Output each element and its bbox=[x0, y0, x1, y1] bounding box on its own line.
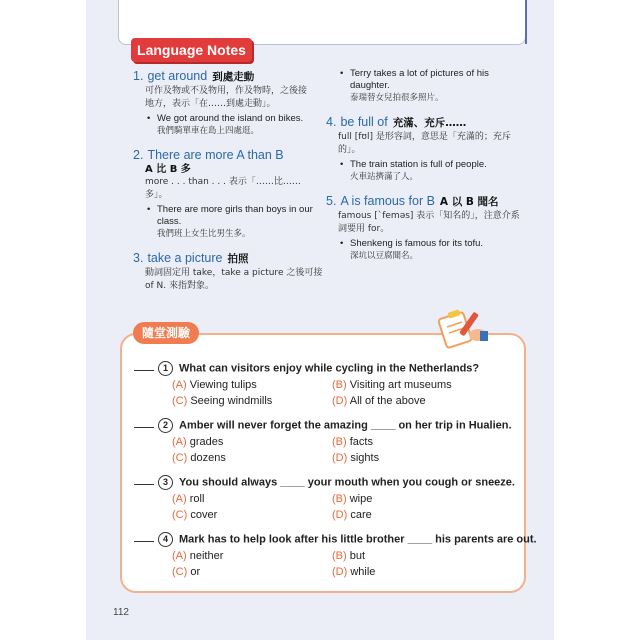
option-letter: (C) bbox=[172, 395, 188, 407]
option-a[interactable] bbox=[172, 377, 332, 393]
note-number: 3. bbox=[133, 251, 144, 265]
note-phrase: get around bbox=[147, 69, 208, 83]
options bbox=[172, 491, 514, 523]
option-text: neither bbox=[189, 550, 224, 562]
question-line bbox=[134, 532, 537, 547]
option-text: Viewing tulips bbox=[189, 379, 257, 391]
note-phrase: A is famous for B bbox=[340, 194, 435, 208]
note-phrase: take a picture bbox=[147, 251, 223, 265]
example-translation: 我們班上女生比男生多。 bbox=[157, 229, 251, 239]
question-text: You should always ____ your mouth when you cough or sneeze. bbox=[179, 476, 515, 489]
question-line bbox=[134, 475, 514, 490]
option-b[interactable] bbox=[332, 377, 492, 393]
question-1 bbox=[134, 361, 514, 409]
question-text: What can visitors enjoy while cycling in the Netherlands? bbox=[179, 362, 480, 375]
option-letter: (D) bbox=[332, 452, 348, 464]
option-c[interactable] bbox=[172, 507, 332, 523]
page-number: 112 bbox=[113, 607, 129, 618]
option-text: Seeing windmills bbox=[190, 395, 273, 407]
example-sentence: • The train station is full of people. bbox=[326, 159, 526, 171]
options bbox=[172, 548, 514, 580]
option-letter: (B) bbox=[332, 493, 347, 505]
option-a[interactable] bbox=[172, 434, 332, 450]
option-d[interactable] bbox=[332, 450, 492, 466]
note-5 bbox=[326, 193, 526, 262]
question-text: Mark has to help look after his little brother ____ his parents are out. bbox=[179, 533, 537, 546]
note-desc: 的」。 bbox=[338, 145, 361, 155]
option-letter: (A) bbox=[172, 550, 187, 562]
note-number: 1. bbox=[133, 69, 144, 83]
option-text: All of the above bbox=[349, 395, 426, 407]
language-notes-header: Language Notes bbox=[131, 38, 252, 62]
note-desc: 可作及物或不及物用，作及物時，之後接 bbox=[145, 86, 308, 96]
question-4 bbox=[134, 532, 537, 580]
option-letter: (A) bbox=[172, 493, 187, 505]
option-a[interactable] bbox=[172, 548, 332, 564]
option-b[interactable] bbox=[332, 434, 492, 450]
option-letter: (D) bbox=[332, 566, 348, 578]
note-3 bbox=[133, 250, 323, 293]
note-number: 2. bbox=[133, 148, 144, 162]
answer-blank[interactable] bbox=[134, 370, 154, 371]
example-sentence: • Shenkeng is famous for its tofu. bbox=[326, 238, 526, 250]
question-text: Amber will never forget the amazing ____ on her trip in Hualien. bbox=[179, 419, 512, 432]
note-heading bbox=[133, 250, 323, 267]
option-a[interactable] bbox=[172, 491, 332, 507]
option-text: sights bbox=[350, 452, 380, 464]
note-2 bbox=[133, 147, 323, 240]
note-heading bbox=[133, 147, 323, 163]
note-phrase: be full of bbox=[340, 115, 388, 129]
note-desc: 動詞固定用 take，take a picture 之後可接 bbox=[145, 268, 323, 278]
option-letter: (B) bbox=[332, 550, 347, 562]
note-desc: famous [ˋfeməs] 表示「知名的」，注意介系 bbox=[338, 211, 520, 221]
question-number: 3 bbox=[158, 475, 173, 490]
example-sentence: • We got around the island on bikes. bbox=[133, 113, 323, 125]
question-3 bbox=[134, 475, 514, 523]
option-text: wipe bbox=[349, 493, 373, 505]
question-number: 1 bbox=[158, 361, 173, 376]
notes-right-column bbox=[326, 68, 526, 272]
option-text: while bbox=[350, 566, 376, 578]
question-line bbox=[134, 418, 514, 433]
question-2 bbox=[134, 418, 514, 466]
note-desc: 地方，表示「在……到處走動」。 bbox=[145, 99, 276, 109]
option-c[interactable] bbox=[172, 393, 332, 409]
option-text: facts bbox=[349, 436, 373, 448]
card-edge bbox=[525, 0, 527, 44]
answer-blank[interactable] bbox=[134, 541, 154, 542]
option-letter: (B) bbox=[332, 379, 347, 391]
option-b[interactable] bbox=[332, 548, 492, 564]
example-sentence: • Terry takes a lot of pictures of his daughter. bbox=[326, 68, 526, 92]
option-d[interactable] bbox=[332, 507, 492, 523]
option-letter: (A) bbox=[172, 379, 187, 391]
options bbox=[172, 377, 514, 409]
note-desc: full [fʊl] 是形容詞，意思是「充滿的；充斥 bbox=[338, 132, 511, 142]
option-d[interactable] bbox=[332, 393, 492, 409]
answer-blank[interactable] bbox=[134, 427, 154, 428]
example-translation: 深坑以豆腐聞名。 bbox=[350, 251, 419, 261]
note-desc: 詞要用 for。 bbox=[338, 224, 390, 234]
option-b[interactable] bbox=[332, 491, 492, 507]
option-text: but bbox=[349, 550, 366, 562]
question-number: 4 bbox=[158, 532, 173, 547]
option-text: roll bbox=[189, 493, 205, 505]
notes-left-column bbox=[133, 68, 323, 303]
option-text: cover bbox=[190, 509, 218, 521]
note-1 bbox=[133, 68, 323, 137]
note-number: 4. bbox=[326, 115, 337, 129]
option-letter: (B) bbox=[332, 436, 347, 448]
option-letter: (C) bbox=[172, 452, 188, 464]
option-text: grades bbox=[189, 436, 224, 448]
note-subtitle: A 比 B 多 bbox=[145, 164, 191, 175]
option-c[interactable] bbox=[172, 564, 332, 580]
note-desc: more . . . than . . . 表示「……比……多」。 bbox=[145, 177, 301, 200]
option-letter: (D) bbox=[332, 509, 348, 521]
option-text: or bbox=[190, 566, 201, 578]
option-text: dozens bbox=[190, 452, 226, 464]
note-4 bbox=[326, 114, 526, 183]
option-letter: (A) bbox=[172, 436, 187, 448]
answer-blank[interactable] bbox=[134, 484, 154, 485]
note-phrase-zh: 拍照 bbox=[227, 253, 249, 265]
note-3-continued bbox=[326, 68, 526, 104]
option-text: Visiting art museums bbox=[349, 379, 452, 391]
option-letter: (D) bbox=[332, 395, 348, 407]
note-number: 5. bbox=[326, 194, 337, 208]
example-translation: 火車站擠滿了人。 bbox=[350, 172, 419, 182]
note-phrase-zh: 充滿、充斥…… bbox=[392, 117, 467, 129]
note-heading bbox=[133, 68, 323, 85]
quiz-title: 隨堂測驗 bbox=[133, 322, 199, 344]
example-translation: 泰瑞替女兒拍很多照片。 bbox=[350, 93, 444, 103]
question-line bbox=[134, 361, 514, 376]
option-letter: (C) bbox=[172, 509, 188, 521]
option-c[interactable] bbox=[172, 450, 332, 466]
option-d[interactable] bbox=[332, 564, 492, 580]
note-heading bbox=[326, 114, 526, 131]
note-phrase-zh: A 以 B 聞名 bbox=[439, 196, 499, 208]
note-desc: of N. 來指對象。 bbox=[145, 281, 214, 291]
clipboard-pencil-icon bbox=[438, 305, 488, 349]
example-translation: 我們騎單車在島上四處逛。 bbox=[157, 126, 260, 136]
question-number: 2 bbox=[158, 418, 173, 433]
option-letter: (C) bbox=[172, 566, 188, 578]
note-heading bbox=[326, 193, 526, 210]
options bbox=[172, 434, 514, 466]
example-sentence: • There are more girls than boys in our class. bbox=[133, 204, 323, 228]
note-phrase-zh: 到處走動 bbox=[212, 71, 255, 83]
option-text: care bbox=[350, 509, 372, 521]
note-phrase: There are more A than B bbox=[147, 148, 284, 162]
